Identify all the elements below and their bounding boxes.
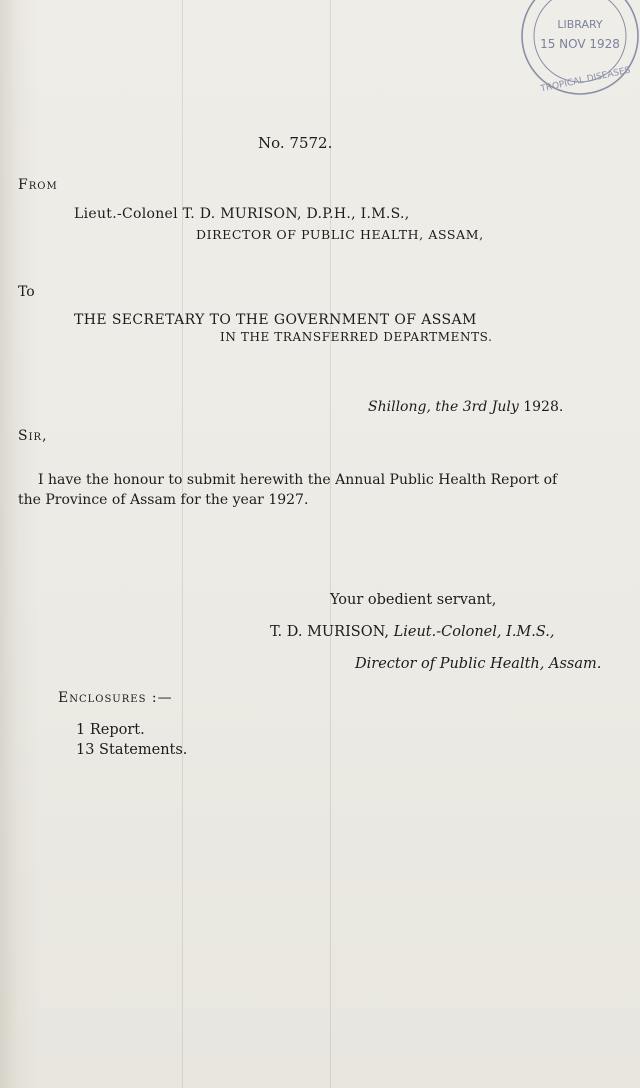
date-month: July (491, 399, 519, 415)
stamp-bottom-text: TROPICAL DISEASES (539, 65, 632, 95)
sender-name: Lieut.-Colonel T. D. MURISON, D.P.H., I.M.S., (74, 206, 410, 222)
signature-name: T. D. MURISON, (270, 624, 389, 640)
sender-title: DIRECTOR OF PUBLIC HEALTH, ASSAM, (196, 227, 484, 242)
stamp-top-text: LIBRARY (557, 18, 603, 31)
signature-rank: Lieut.-Colonel, I.M.S., (393, 624, 555, 640)
library-stamp (512, 0, 640, 100)
document-number: No. 7572. (258, 134, 333, 152)
salutation: Sir, (18, 428, 48, 444)
signature-title: Director of Public Health, Assam. (355, 656, 602, 672)
to-label: To (18, 284, 35, 300)
signature-line (270, 624, 555, 640)
enclosure-item: 1 Report. (76, 722, 145, 738)
recipient-name: THE SECRETARY TO THE GOVERNMENT OF ASSAM (74, 312, 477, 328)
date-line (368, 399, 563, 415)
enclosures-label: Enclosures :— (58, 690, 173, 706)
body-line-1: I have the honour to submit herewith the Annual Public Health Report of (38, 472, 558, 488)
stamp-date: 15 NOV 1928 (540, 37, 620, 51)
date-place: Shillong, the (368, 399, 459, 415)
date-day: 3rd (462, 399, 488, 415)
body-line-2: the Province of Assam for the year 1927. (18, 492, 309, 508)
date-year: 1928. (523, 399, 564, 415)
paper-fold (330, 0, 331, 1088)
closing: Your obedient servant, (330, 592, 497, 608)
from-label: From (18, 177, 58, 193)
recipient-department: IN THE TRANSFERRED DEPARTMENTS. (220, 330, 493, 344)
paper-fold (182, 0, 183, 1088)
enclosure-item: 13 Statements. (76, 742, 188, 758)
